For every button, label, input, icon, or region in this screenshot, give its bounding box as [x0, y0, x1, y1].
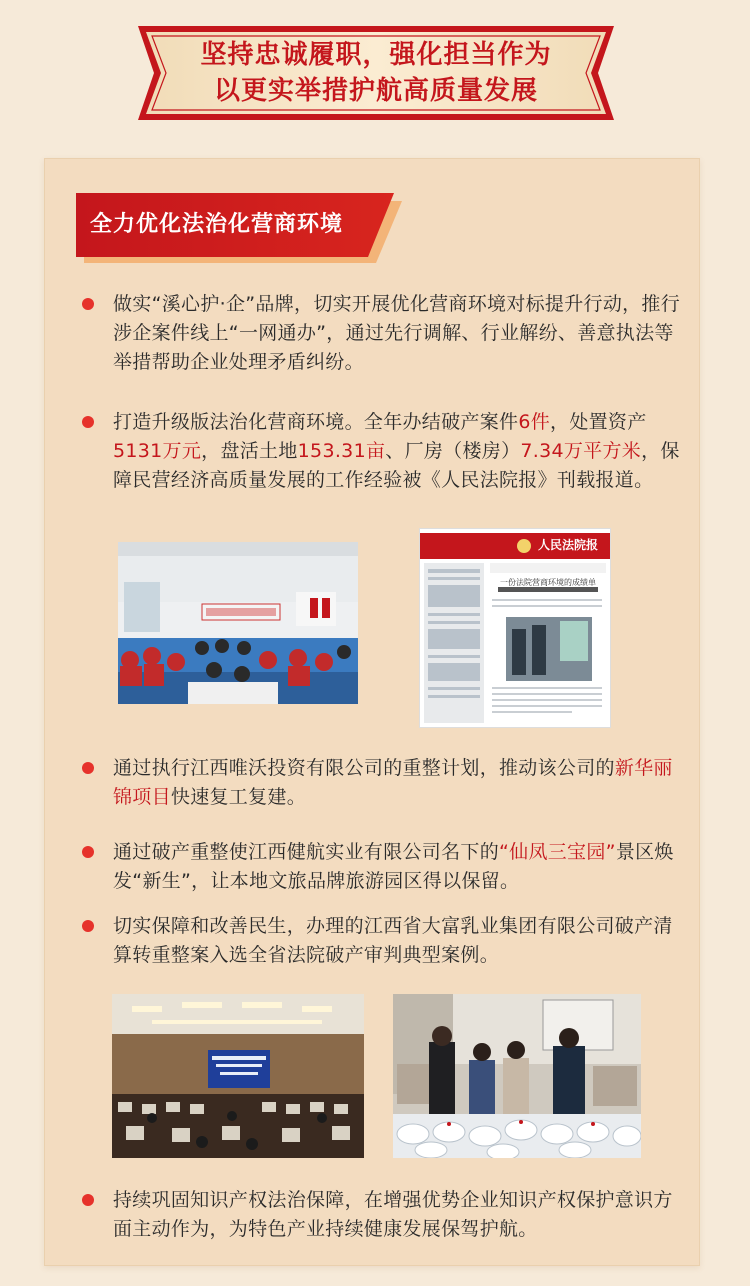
- banner-line-1: 坚持忠诚履职，强化担当作为: [200, 40, 552, 70]
- newspaper-clipping: [419, 528, 611, 728]
- bullet-dot: [82, 920, 94, 932]
- meeting-photo: [118, 542, 358, 704]
- item-6-text: 持续巩固知识产权法治保障，在增强优势企业知识产权保护意识方面主动作为，为特色产业持续健康发展保驾护航。: [113, 1189, 673, 1240]
- item-4-part: 景区焕发“新生”，让本地文旅品牌旅游园区得以保留。: [113, 841, 674, 892]
- factory-photo: [393, 994, 641, 1158]
- item-2-part: ，盘活土地: [201, 440, 298, 462]
- highlight-cases: 6件: [518, 411, 551, 433]
- section-title: 全力优化法治化营商环境: [90, 212, 344, 237]
- item-5-text: 切实保障和改善民生，办理的江西省大富乳业集团有限公司破产清算转重整案入选全省法院破产审判典型案例。: [113, 915, 673, 966]
- newspaper-headline: 一份法院营商环境的成绩单: [500, 578, 596, 587]
- item-4-text: [113, 838, 683, 896]
- item-2-part: 、厂房（楼房）: [385, 440, 521, 462]
- bullet-dot: [82, 298, 94, 310]
- highlight-scenic-area: “仙凤三宝园”: [499, 841, 616, 863]
- item-2-part: ，保障民营经济高质量发展的工作经验被《人民法院报》刊载报道。: [113, 440, 680, 491]
- bullet-dot: [82, 846, 94, 858]
- item-2-part: ，处置资产: [550, 411, 647, 433]
- highlight-factory-area: 7.34万平方米: [520, 440, 642, 462]
- bullet-dot: [82, 762, 94, 774]
- item-2-part: 打造升级版法治化营商环境。全年办结破产案件: [113, 411, 519, 433]
- title-banner: [132, 22, 620, 124]
- item-3-part: 快速复工复建。: [170, 786, 307, 808]
- conference-photo: [112, 994, 364, 1158]
- item-4-part: 通过破产重整使江西健航实业有限公司名下的: [113, 841, 500, 863]
- item-3-text: [113, 754, 683, 812]
- item-1-text: 做实“溪心护·企”品牌，切实开展优化营商环境对标提升行动，推行涉企案件线上“一网通办”，通过先行调解、行业解纷、善意执法等举措帮助企业处理矛盾纠纷。: [113, 293, 681, 373]
- newspaper-masthead: 人民法院报: [538, 538, 599, 552]
- bullet-dot: [82, 416, 94, 428]
- highlight-land: 153.31亩: [297, 440, 386, 462]
- highlight-assets: 5131万元: [113, 440, 202, 462]
- section-header: [76, 193, 406, 263]
- bullet-dot: [82, 1194, 94, 1206]
- item-2-text: [113, 408, 683, 495]
- banner-line-2: 以更实举措护航高质量发展: [213, 76, 538, 106]
- item-3-part: 通过执行江西唯沃投资有限公司的重整计划，推动该公司的: [113, 757, 615, 779]
- highlight-project: 新华丽锦项目: [113, 757, 673, 808]
